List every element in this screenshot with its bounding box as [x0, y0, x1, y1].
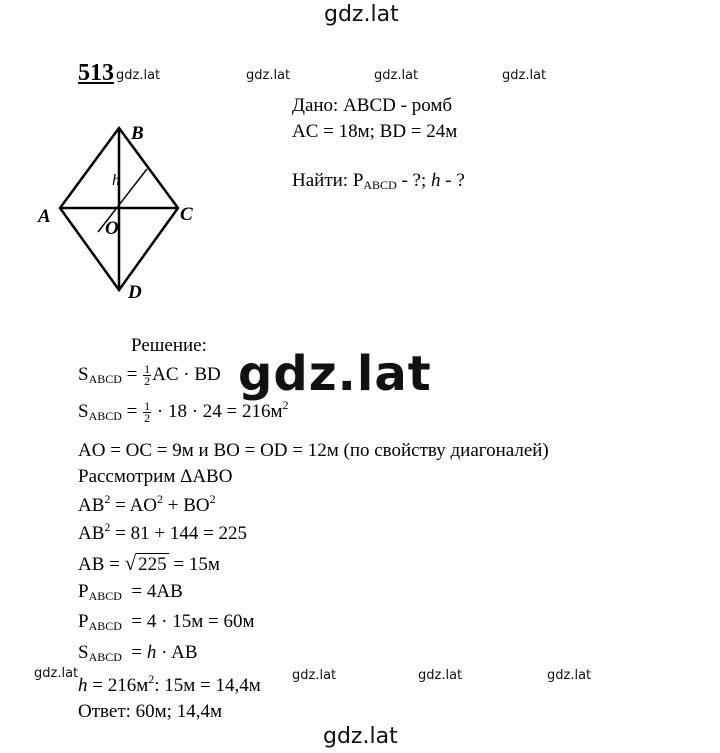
watermark-small: gdz.lat — [374, 68, 419, 83]
watermark-small: gdz.lat — [34, 666, 79, 681]
label-c: C — [180, 204, 193, 225]
watermark-small: gdz.lat — [292, 668, 337, 683]
watermark-bottom: gdz.lat — [323, 724, 398, 749]
label-h: h — [112, 172, 120, 189]
watermark-center: gdz.lat — [238, 346, 432, 402]
given-line-2: AC = 18м; BD = 24м — [292, 121, 458, 142]
fraction-half: $\frac{1}{2}$ — [144, 362, 151, 389]
label-o: O — [105, 218, 119, 239]
find-mid: - ?; — [396, 170, 432, 191]
solution-line-8: $P_{ABCD} = 4AB$ — [78, 581, 183, 603]
fraction-half: $\frac{1}{2}$ — [144, 399, 151, 426]
find-end: - ? — [440, 170, 465, 191]
watermark-small: gdz.lat — [418, 668, 463, 683]
problem-number: 513 — [78, 60, 114, 86]
solution-answer: Ответ: 60м; 14,4м — [78, 701, 222, 722]
find-sub: ABCD — [363, 178, 397, 192]
find-prefix: Найти: P — [292, 170, 364, 191]
solution-line-10: $S_{ABCD} = h$ · AB — [78, 642, 198, 664]
label-d: D — [128, 282, 142, 303]
solution-line-11: $h = 216м^2$: 15м = 14,4м — [78, 672, 261, 696]
solution-line-9: $P_{ABCD} = 4 \cdot 15м = 60м$ — [78, 611, 255, 633]
solution-line-4: Рассмотрим ΔABO — [78, 466, 233, 487]
label-b: B — [131, 123, 144, 144]
solution-line-1: $S_{ABCD}$ = $\frac{1}{2}$ AC · BD — [78, 362, 221, 389]
watermark-small: gdz.lat — [246, 68, 291, 83]
label-a: A — [38, 206, 51, 227]
solution-line-5: $AB^2 = AO^2 + BO^2$ — [78, 492, 216, 516]
solution-line-2: $S_{ABCD}$ = $\frac{1}{2}$ · $18 \cdot 24 = 216м^2$ — [78, 398, 289, 426]
watermark-small: gdz.lat — [116, 68, 161, 83]
rhombus-diagram — [30, 112, 210, 312]
find-h: h — [431, 170, 441, 191]
solution-line-7: AB = √ 225 = 15м — [78, 551, 220, 575]
watermark-top: gdz.lat — [324, 2, 399, 27]
find-line — [292, 170, 465, 193]
square-root: 225 — [138, 554, 167, 575]
solution-line-3: AO = OC = 9м и BO = OD = 12м (по свойству диагоналей) — [78, 440, 549, 461]
watermark-small: gdz.lat — [547, 668, 592, 683]
solution-heading: Решение: — [131, 335, 207, 356]
given-line-1: Дано: ABCD - ромб — [292, 95, 453, 116]
watermark-small: gdz.lat — [502, 68, 547, 83]
solution-line-6: $AB^2 = 81 + 144 = 225$ — [78, 520, 248, 544]
